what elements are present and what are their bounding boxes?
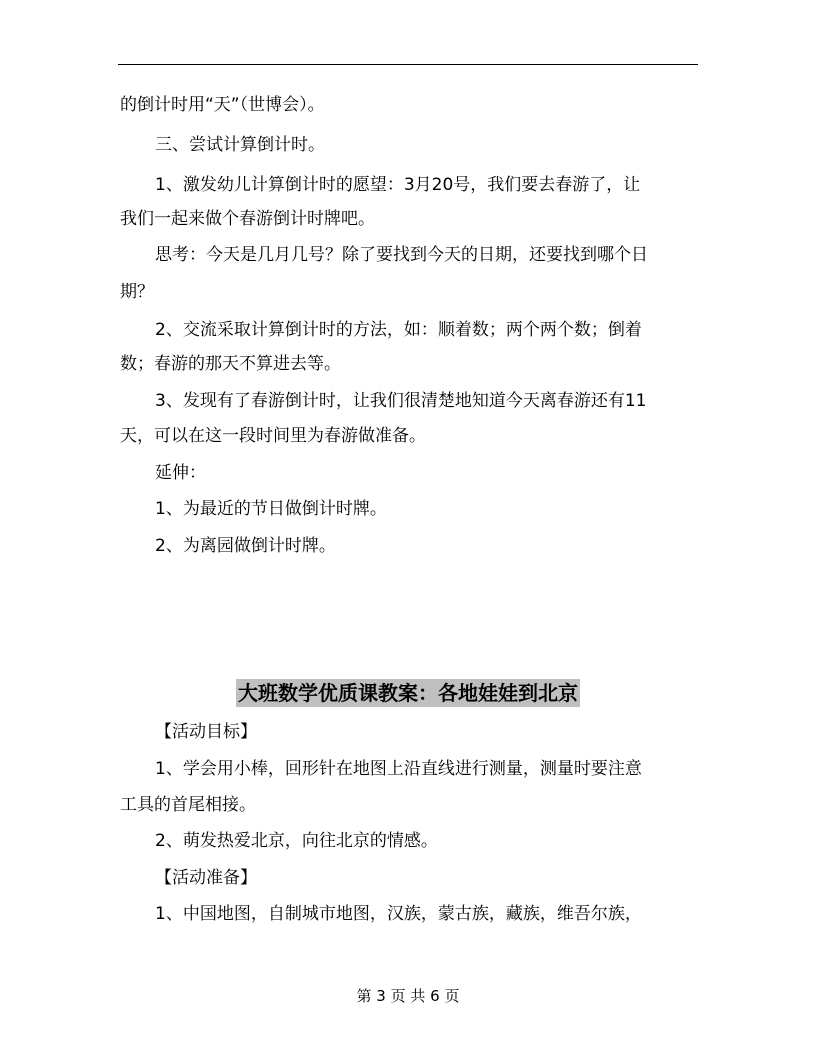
paragraph-line: 2、交流采取计算倒计时的方法，如：顺着数；两个两个数；倒着 (155, 320, 642, 340)
section-title-wrapper (0, 679, 816, 707)
paragraph-line: 2、为离园做倒计时牌。 (155, 536, 336, 556)
activity-goals-heading: 【活动目标】 (155, 722, 257, 742)
header-rule (118, 64, 698, 65)
section-heading-three: 三、尝试计算倒计时。 (155, 135, 325, 155)
paragraph-line: 1、为最近的节日做倒计时牌。 (155, 499, 387, 519)
paragraph-line: 天，可以在这一段时间里为春游做准备。 (120, 426, 426, 446)
paragraph-line: 我们一起来做个春游倒计时牌吧。 (120, 209, 375, 229)
paragraph-line: 数；春游的那天不算进去等。 (120, 354, 341, 374)
paragraph-line: 思考：今天是几月几号？除了要找到今天的日期，还要找到哪个日 (155, 245, 648, 265)
paragraph-line: 2、萌发热爱北京，向往北京的情感。 (155, 831, 438, 851)
paragraph-line: 1、中国地图，自制城市地图，汉族，蒙古族，藏族，维吾尔族， (155, 904, 642, 924)
paragraph-line: 工具的首尾相接。 (120, 795, 256, 815)
page-footer: 第 3 页 共 6 页 (356, 987, 460, 1005)
extension-heading: 延伸： (155, 463, 206, 483)
paragraph-line: 3、发现有了春游倒计时，让我们很清楚地知道今天离春游还有11 (155, 391, 647, 411)
paragraph-line: 期？ (120, 282, 154, 302)
section-title: 大班数学优质课教案：各地娃娃到北京 (238, 681, 578, 705)
paragraph-line: 1、学会用小棒，回形针在地图上沿直线进行测量，测量时要注意 (155, 759, 642, 779)
paragraph-line: 的倒计时用“天”（世博会）。 (120, 95, 325, 115)
activity-prep-heading: 【活动准备】 (155, 868, 257, 888)
paragraph-line: 1、激发幼儿计算倒计时的愿望：3月20号，我们要去春游了，让 (155, 175, 641, 195)
